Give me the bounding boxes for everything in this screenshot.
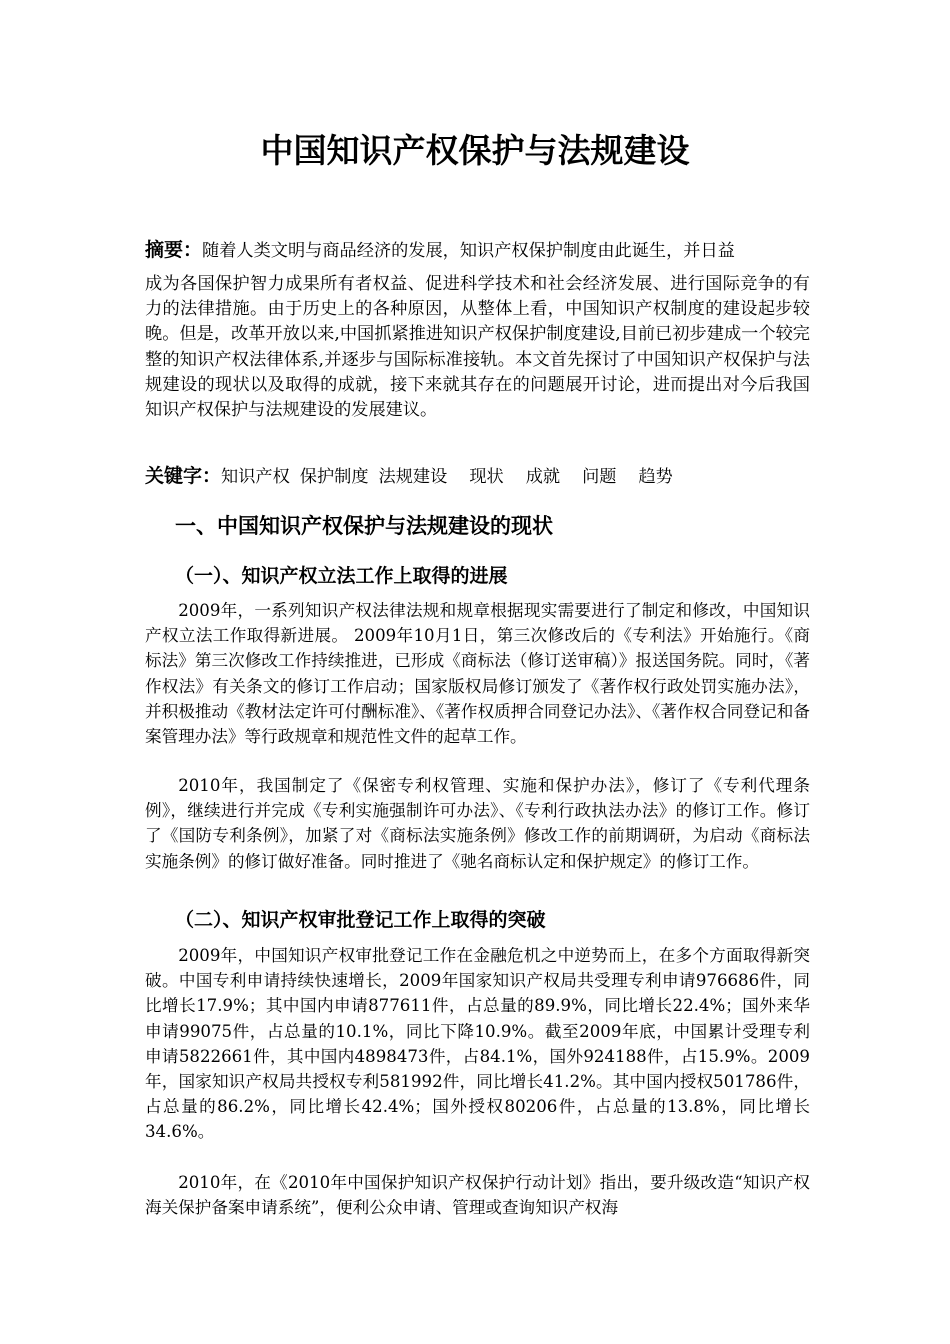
subsection-heading: （二）、知识产权审批登记工作上取得的突破	[175, 909, 546, 931]
abstract	[145, 235, 810, 423]
body-paragraph: 2009年，中国知识产权审批登记工作在金融危机之中逆势而上，在多个方面取得新突破。中国专利申请持续快速增长，2009年国家知识产权局共受理专利申请976686件，同比增长17.9%；其中国内申请877611件，占总量的89.9%，同比增长22.4%；国外来华申请99075件，占总量的10.1%，同比下降10.9%。截至2009年底，中国累计受理专利申请5822661件，其中国内4898473件，占84.1%，国外924188件，占15.9%。2009年，国家知识产权局共授权专利581992件，同比增长41.2%。其中国内授权501786件，占总量的86.2%，同比增长42.4%；国外授权80206件，占总量的13.8%，同比增长34.6%。	[145, 946, 810, 1142]
body-paragraph: 2009年，一系列知识产权法律法规和规章根据现实需要进行了制定和修改，中国知识产权立法工作取得新进展。 2009年10月1日，第三次修改后的《专利法》开始施行。《商标法》第三次修改工作持续推进，已形成《商标法（修订送审稿）》报送国务院。同时，《著作权法》有关条文的修订工作启动；国家版权局修订颁发了《著作权行政处罚实施办法》，并积极推动《教材法定许可付酬标准》、《著作权质押合同登记办法》、《著作权合同登记和备案管理办法》等行政规章和规范性文件的起草工作。	[145, 601, 810, 747]
section-heading: 一、中国知识产权保护与法规建设的现状	[175, 514, 553, 538]
abstract-first-line	[145, 235, 810, 266]
abstract-text: 成为各国保护智力成果所有者权益、促进科学技术和社会经济发展、进行国际竞争的有力的法律措施。由于历史上的各种原因，从整体上看，中国知识产权制度的建设起步较晚。但是，改革开放以来,中国抓紧推进知识产权保护制度建设,目前已初步建成一个较完整的知识产权法律体系,并逐步与国际标准接轨。本文首先探讨了中国知识产权保护与法规建设的现状以及取得的成就，接下来就其存在的问题展开讨论，进而提出对今后我国知识产权保护与法规建设的发展建议。	[145, 274, 810, 421]
keywords	[145, 462, 810, 491]
keyword-item: 保护制度	[299, 467, 369, 487]
abstract-first-line-text: 随着人类文明与商品经济的发展，知识产权保护制度由此诞生，并日益	[202, 241, 735, 261]
document-title: 中国知识产权保护与法规建设	[260, 131, 690, 170]
keyword-item: 成就	[525, 467, 561, 487]
keyword-item: 知识产权	[221, 467, 290, 487]
body-paragraph: 2010年，在《2010年中国保护知识产权保护行动计划》指出，要升级改造“知识产权海关保护备案申请系统”，便利公众申请、管理或查询知识产权海	[145, 1173, 810, 1218]
keyword-item: 趋势	[638, 467, 673, 487]
subsection-heading: （一）、知识产权立法工作上取得的进展	[175, 565, 508, 587]
keywords-label: 关键字：	[145, 465, 222, 487]
keyword-item: 现状	[469, 467, 504, 487]
keyword-item: 问题	[582, 467, 617, 487]
keyword-item: 法规建设	[378, 467, 448, 487]
abstract-label: 摘要：	[145, 239, 203, 261]
body-paragraph: 2010年，我国制定了《保密专利权管理、实施和保护办法》，修订了《专利代理条例》，继续进行并完成《专利实施强制许可办法》、《专利行政执法办法》的修订工作。修订了《国防专利条例》，加紧了对《商标法实施条例》修改工作的前期调研，为启动《商标法实施条例》的修订做好准备。同时推进了《驰名商标认定和保护规定》的修订工作。	[145, 776, 810, 871]
